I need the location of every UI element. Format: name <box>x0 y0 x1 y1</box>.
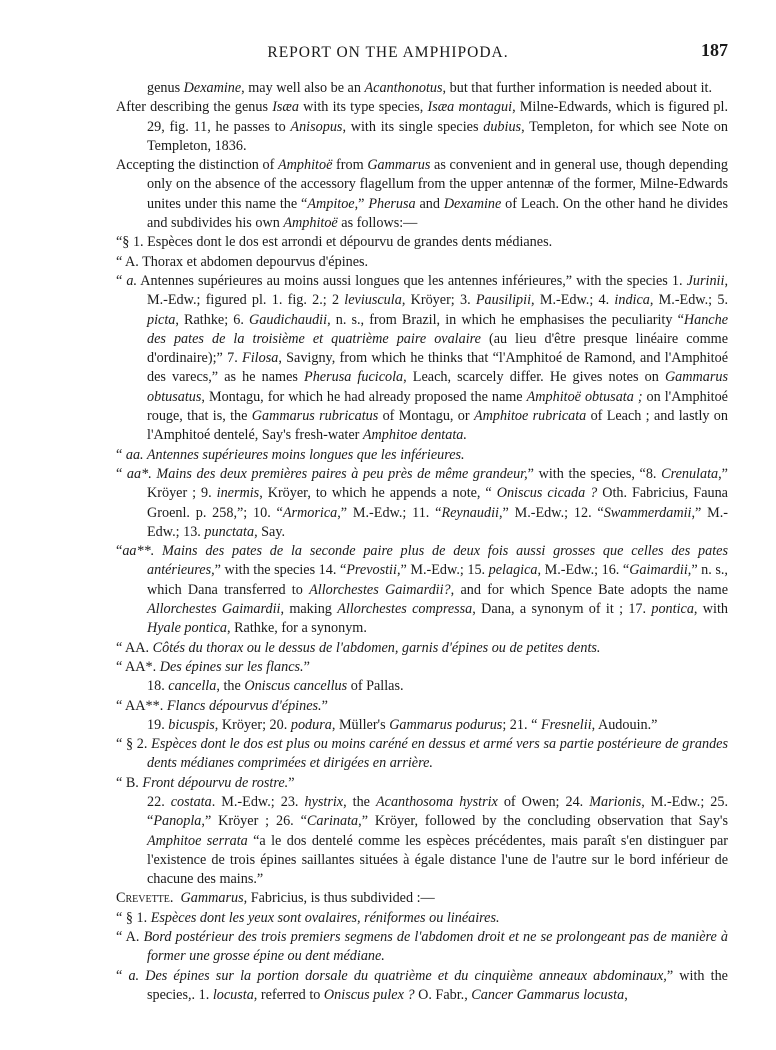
paragraph: 22. costata. M.-Edw.; 23. hystrix, the Acanthosoma hystrix of Owen; 24. Marionis, M.-Edw.; 25. “Panopla,” Kröyer ; 26. “Carinata,” Kröyer, followed by the concluding observation that Say's Amphitoe serrata “a le dos dentelé comme les espèces précédentes, mais paraît s'en distinguer par l'existence de trois épines saillantes situées à égale distance l'une de l'autre sur le bord inférieur de chacune des mains.” <box>147 793 728 888</box>
paragraph: “ a. Antennes supérieures au moins aussi longues que les antennes inférieures,” with the species 1. Jurinii, M.-Edw.; figured pl. 1. fig. 2.; 2 leviuscula, Kröyer; 3. Pausilipii, M.-Edw.; 4. indica, M.-Edw.; 5. picta, Rathke; 6. Gaudichaudii, n. s., from Brazil, in which he emphasises the peculiarity “Hanche des pates de la troisième et quatrième paire ovalaire (au lieu d'être presque linéaire comme d'ordinaire);” 7. Filosa, Savigny, from which he thinks that “l'Amphitoé de Ramond, and l'Amphitoé des varecs,” as he names Pherusa fucicola, Leach, scarcely differ. He gives notes on Gammarus obtusatus, Montagu, for which he had already proposed the name Amphitoë obtusata ; on l'Amphitoé rouge, that is, the Gammarus rubricatus of Montagu, or Amphitoe rubricata of Leach ; and lastly on l'Amphitoé dentelé, Say's fresh-water Amphitoe dentata. <box>116 272 729 444</box>
paragraph: “ B. Front dépourvu de rostre.” <box>116 774 295 791</box>
paragraph: After describing the genus Isæa with its type species, Isæa montagui, Milne-Edwards, which is figured pl. 29, fig. 11, he passes to Anisopus, with its single species dubius, Templeton, for which see Note on Templeton, 1836. <box>116 99 728 154</box>
paragraph: “ AA*. Des épines sur les flancs.” <box>116 658 310 675</box>
running-title: REPORT ON THE AMPHIPODA. <box>267 44 509 61</box>
paragraph: “ AA. Côtés du thorax ou le dessus de l'abdomen, garnis d'épines ou de petites dents. <box>116 639 601 656</box>
paragraph: 19. bicuspis, Kröyer; 20. podura, Müller's Gammarus podurus; 21. “ Fresnelii, Audouin.” <box>147 716 658 733</box>
paragraph: “aa**. Mains des pates de la seconde paire plus de deux fois aussi grosses que celles des pates antérieures,” with the species 14. “Prevostii,” M.-Edw.; 15. pelagica, M.-Edw.; 16. “Gaimardii,” n. s., which Dana transferred to Allorchestes Gaimardii?, and for which Spence Bate adopts the name Allorchestes Gaimardii, making Allorchestes compressa, Dana, a synonym of it ; 17. pontica, with Hyale pontica, Rathke, for a synonym. <box>116 543 728 637</box>
paragraph: “ aa*. Mains des deux premières paires à peu près de même grandeur,” with the species, “8. Crenulata,” Kröyer ; 9. inermis, Kröyer, to which he appends a note, “ Oniscus cicada ? Oth. Fabricius, Fauna Groenl. p. 258,”; 10. “Armorica,” M.-Edw.; 11. “Reynaudii,” M.-Edw.; 12. “Swammerdamii,” M.-Edw.; 13. punctata, Say. <box>116 465 728 540</box>
body-text <box>116 79 728 1005</box>
paragraph: Accepting the distinction of Amphitoë from Gammarus as convenient and in general use, though depending only on the absence of the accessory flagellum from the upper antennæ of the former, Milne-Edwards unites under this name the “Ampitoe,” Pherusa and Dexamine of Leach. On the other hand he divides and subdivides his own Amphitoë as follows:— <box>116 157 728 232</box>
paragraph: genus Dexamine, may well also be an Acanthonotus, but that further information is needed about it. <box>147 80 713 96</box>
paragraph: 18. cancella, the Oniscus cancellus of Pallas. <box>147 678 404 695</box>
paragraph: “ a. Des épines sur la portion dorsale du quatrième et du cinquième anneaux abdominaux,” with the species,. 1. locusta, referred to Oniscus pulex ? O. Fabr., Cancer Gammarus locusta, <box>116 967 728 1003</box>
paragraph: “ A. Thorax et abdomen depourvus d'épines. <box>116 253 369 270</box>
paragraph: “ AA**. Flancs dépourvus d'épines.” <box>116 697 328 714</box>
paragraph: “ A. Bord postérieur des trois premiers segmens de l'abdomen droit et ne se prolongeant pas de manière à former une grosse épine ou dent médiane. <box>116 929 728 965</box>
running-header <box>0 40 776 67</box>
page-number: 187 <box>701 40 728 60</box>
paragraph: “ § 1. Espèces dont les yeux sont ovalaires, réniformes ou linéaires. <box>116 909 500 926</box>
paragraph: “ aa. Antennes supérieures moins longues que les inférieures. <box>116 446 465 463</box>
paragraph: “ § 2. Espèces dont le dos est plus ou moins caréné en dessus et armé vers sa partie postérieure de grandes dents médianes comprimées et dirigées en arrière. <box>116 736 728 772</box>
paragraph: “§ 1. Espèces dont le dos est arrondi et dépourvu de grandes dents médianes. <box>116 234 553 251</box>
paragraph: Crevette. Gammarus, Fabricius, is thus subdivided :— <box>116 890 435 907</box>
